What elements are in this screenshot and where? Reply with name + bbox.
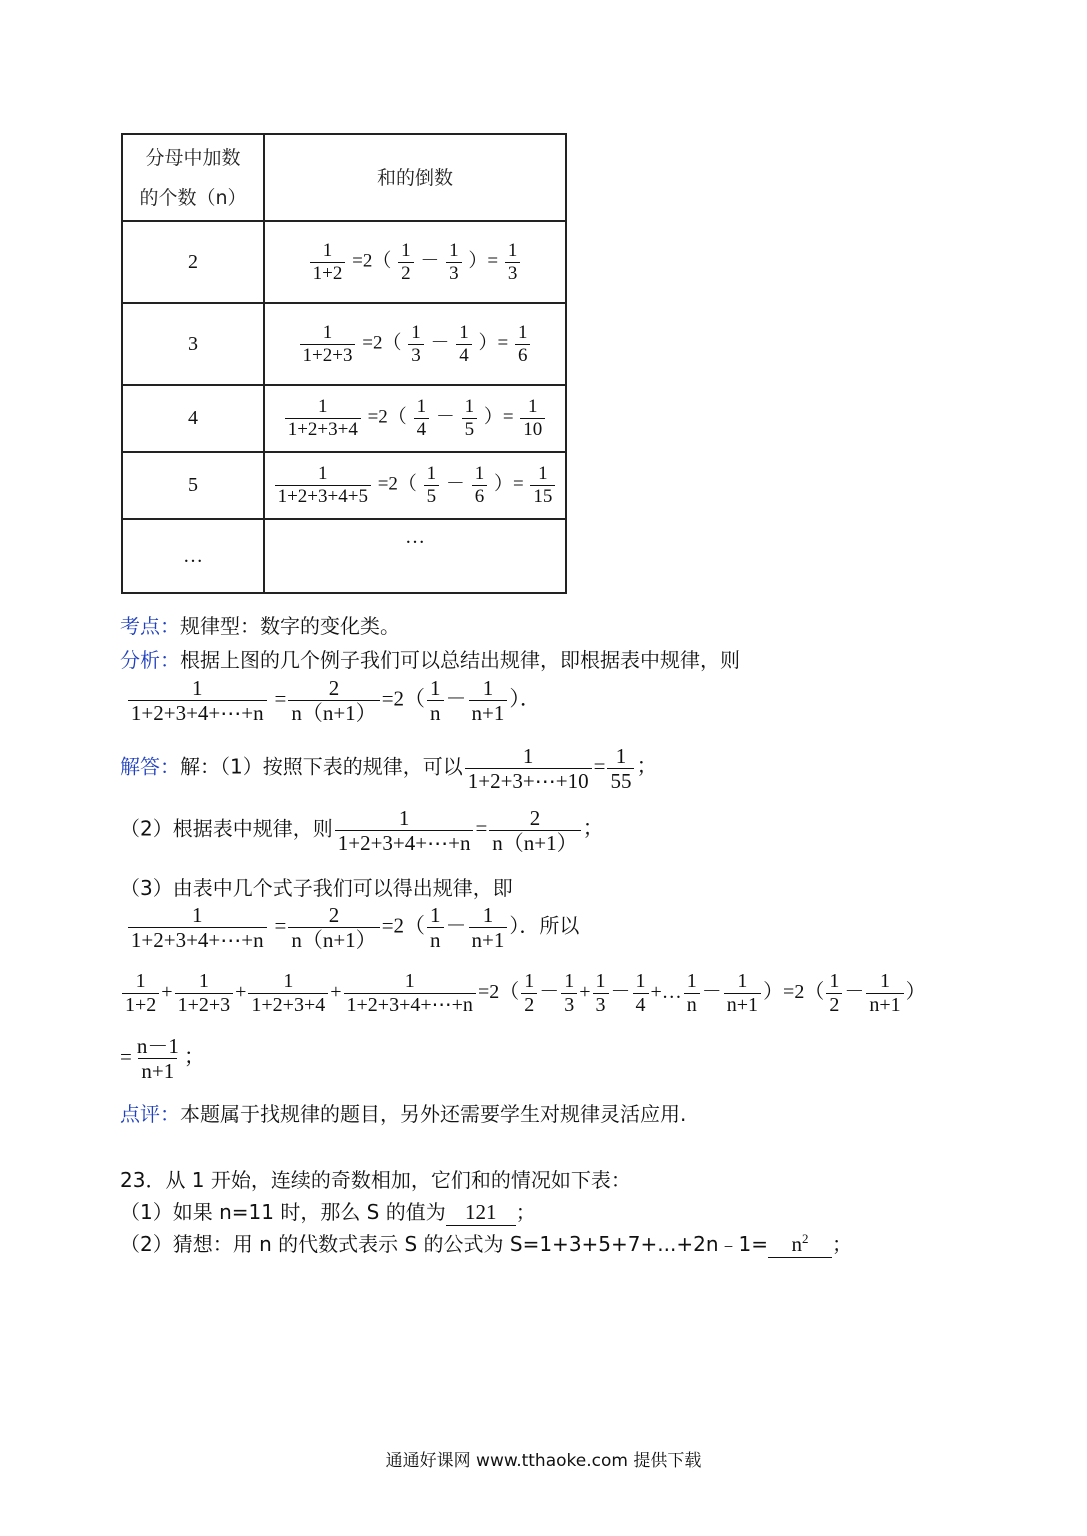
kaodian-text: 规律型：数字的变化类。	[180, 614, 400, 638]
table-row	[122, 303, 566, 385]
row-ellipsis-n: …	[122, 519, 264, 593]
row-n: 4	[122, 385, 264, 452]
q23-answer2: $n^2$	[768, 1231, 832, 1258]
row-formula: $\frac{1}{1+2}$ =2（ $\frac{1}{2}$ － $\frac{1}{3}$ ）= $\frac{1}{3}$	[264, 221, 566, 303]
q23-part2: （2）猜想：用 n 的代数式表示 S 的公式为 S=1+3+5+7+...+2n﹣1= $n^2$ ；	[120, 1231, 852, 1256]
row-formula: $\frac{1}{1+2+3+4}$ =2（ $\frac{1}{4}$ － $\frac{1}{5}$ ）= $\frac{1}{10}$	[264, 385, 566, 452]
fenxi-line	[120, 644, 740, 673]
table-row	[122, 385, 566, 452]
header-col2: 和的倒数	[376, 166, 453, 189]
jieda-line1: 解答：解：（1）按照下表的规律，可以 $\frac{1}{1+2+3+\cdots+10}$ = $\frac{1}{55}$ ；	[120, 744, 658, 794]
header-line2: 的个数（n）	[139, 186, 247, 209]
fenxi-formula: $\frac{1}{1+2+3+4+\cdots+n}$ = $\frac{2}{n(n+1)}$ =2（ $\frac{1}{n}$ － $\frac{1}{n+1}$ ）．	[120, 676, 541, 725]
pattern-table	[121, 133, 567, 594]
jieda-p1-text: 解：（1）按照下表的规律，可以	[180, 754, 463, 779]
jieda-p2-text: （2）根据表中规律，则	[120, 816, 333, 841]
row-ellipsis-formula: …	[264, 519, 566, 593]
kaodian-line	[120, 610, 400, 639]
header-line1: 分母中加数	[145, 146, 241, 169]
q23-part1: （1）如果 n=11 时，那么 S 的值为 121 ；	[120, 1200, 536, 1224]
row-n: 5	[122, 452, 264, 519]
jieda-line2: （2）根据表中规律，则 $\frac{1}{1+2+3+4+\cdots+n}$ = $\frac{2}{n(n+1)}$ ；	[120, 806, 604, 856]
row-formula: $\frac{1}{1+2+3}$ =2（ $\frac{1}{3}$ － $\frac{1}{4}$ ）= $\frac{1}{6}$	[264, 303, 566, 385]
jieda-line3	[120, 872, 513, 901]
table-row	[122, 221, 566, 303]
q23-title: 23．从 1 开始，连续的奇数相加，它们和的情况如下表：	[120, 1168, 631, 1192]
kaodian-label: 考点：	[120, 614, 180, 638]
dianping-label: 点评：	[120, 1102, 180, 1126]
longsum-formula: $\frac{1}{1+2}$ + $\frac{1}{1+2+3}$ + $\frac{1}{1+2+3+4}$ + $\frac{1}{1+2+3+4+\cdots+n}$ =2（ $\frac{1}{2}$ － $\frac{1}{3}$ + $\frac{1}{3}$ － $\frac{1}{4}$ +… $\frac{1}{n}$ － $\frac{1}{n+1}$ ）=2（ $\frac{1}{2}$ － $\frac{1}{n+1}$ ）	[120, 970, 926, 1017]
footer-text: 通通好课网 www.tthaoke.com 提供下载	[385, 1451, 702, 1471]
dianping-text: 本题属于找规律的题目，另外还需要学生对规律灵活应用.	[180, 1102, 687, 1126]
table-header-n	[122, 134, 264, 221]
fenxi-text: 根据上图的几个例子我们可以总结出规律，即根据表中规律，则	[180, 648, 740, 672]
jieda-p3-text: （3）由表中几个式子我们可以得出规律，即	[120, 876, 513, 900]
row-formula: $\frac{1}{1+2+3+4+5}$ =2（ $\frac{1}{5}$ － $\frac{1}{6}$ ）= $\frac{1}{15}$	[264, 452, 566, 519]
jieda-label: 解答：	[120, 754, 180, 779]
jieda-formula: $\frac{1}{1+2+3+4+\cdots+n}$ = $\frac{2}{n(n+1)}$ =2（ $\frac{1}{n}$ － $\frac{1}{n+1}$ ）．所以	[120, 903, 579, 952]
row-n: 3	[122, 303, 264, 385]
q23-answer1: 121	[446, 1200, 516, 1226]
final-result: = $\frac{n-1}{n+1}$ ；	[120, 1034, 205, 1084]
row-n: 2	[122, 221, 264, 303]
table-row	[122, 519, 566, 593]
table-row	[122, 452, 566, 519]
fenxi-label: 分析：	[120, 648, 180, 672]
dianping-line	[120, 1098, 686, 1127]
table-header-reciprocal	[264, 134, 566, 221]
